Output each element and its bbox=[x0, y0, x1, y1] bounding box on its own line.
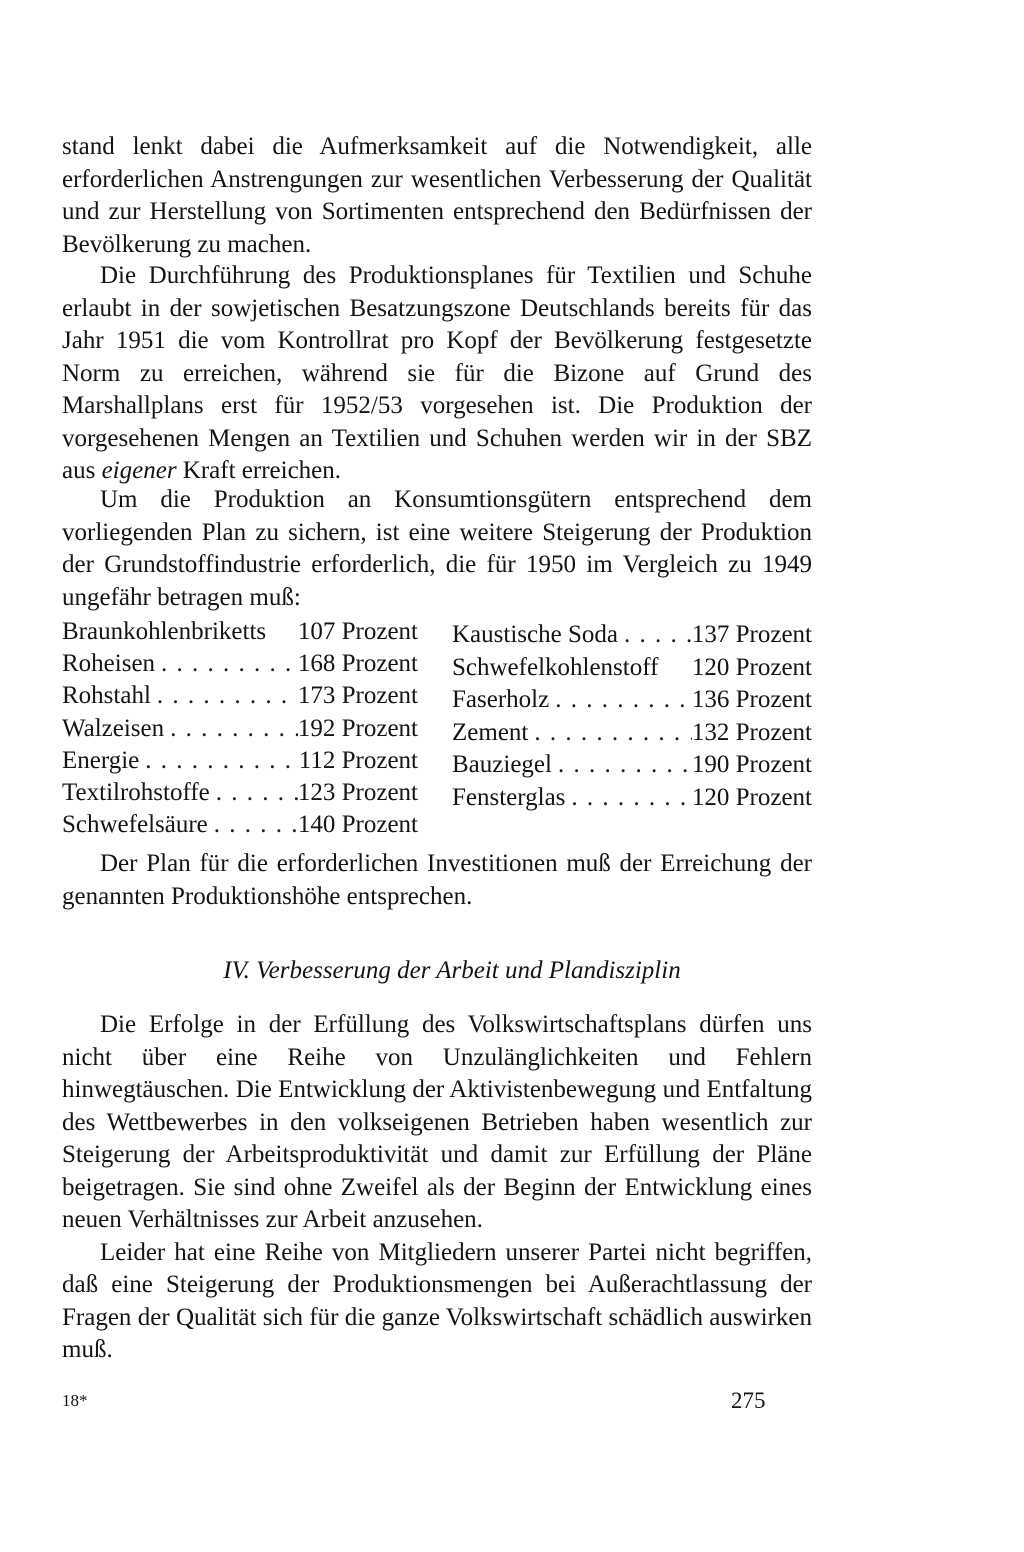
stat-label: Energie bbox=[62, 746, 140, 774]
paragraph-3 bbox=[62, 484, 812, 614]
stat-value: 112 Prozent bbox=[298, 746, 418, 774]
stat-value: 123 Prozent bbox=[297, 778, 418, 806]
stat-label: Bauziegel bbox=[452, 751, 552, 778]
stat-label: Textilrohstoffe bbox=[62, 778, 210, 806]
statistics-left-column bbox=[62, 616, 418, 841]
stat-value: 137 Prozent bbox=[691, 621, 812, 648]
stat-row bbox=[62, 680, 418, 712]
stat-label: Schwefelkohlenstoff bbox=[452, 653, 659, 681]
stat-label: Walzeisen bbox=[62, 714, 165, 742]
stat-row bbox=[62, 616, 418, 648]
stat-row bbox=[452, 717, 812, 750]
stat-value: 132 Prozent bbox=[691, 718, 812, 746]
stat-row bbox=[452, 749, 812, 782]
stat-label: Roheisen bbox=[62, 650, 156, 678]
stat-row bbox=[62, 648, 418, 680]
stat-row bbox=[452, 652, 812, 685]
stat-value: 140 Prozent bbox=[297, 811, 418, 839]
stat-row bbox=[62, 713, 418, 745]
stat-label: Braunkohlenbriketts bbox=[62, 618, 267, 645]
paragraph-6-text: Leider hat eine Reihe von Mitgliedern unserer Partei nicht begriffen, daß eine Steigerung der Produktionsmengen bei Außerachtlassung der Fragen der Qualität sich für die ganze Volkswirtschaft schädlich auswirken muß. bbox=[62, 1238, 812, 1363]
stat-row bbox=[452, 782, 812, 815]
paragraph-1-text: stand lenkt dabei die Aufmerksamkeit auf die Notwendigkeit, alle erforderlichen Anstrengungen zur wesentlichen Verbesserung der Qualität und zur Herstellung von Sortimenten entsprechend den Bedürfnissen der Bevölkerung zu machen. bbox=[62, 133, 812, 258]
page-number: 275 bbox=[731, 1388, 766, 1413]
stat-value: 120 Prozent bbox=[691, 653, 812, 681]
stat-label: Kaustische Soda bbox=[452, 621, 618, 648]
stat-label: Faserholz bbox=[452, 686, 550, 713]
paragraph-2-text bbox=[62, 260, 812, 488]
stat-row bbox=[62, 745, 418, 777]
stat-row bbox=[62, 777, 418, 809]
stat-label: Zement bbox=[452, 718, 529, 746]
stat-value: 120 Prozent bbox=[691, 783, 812, 811]
paragraph-2-end: Kraft erreichen. bbox=[182, 457, 342, 484]
paragraph-2-main: Die Durchführung des Produktionsplanes für Textilien und Schuhe erlaubt in der sowjetischen Besatzungszone Deutschlands bereits für das Jahr 1951 die vom Kontrollrat pro Kopf der Bevölkerung festgesetzte Norm zu erreichen, während sie für die Bizone auf Grund des Marshallplans erst für 1952/53 vorgesehen ist. Die Produktion der vorgesehenen Mengen an Textilien und Schuhen werden wir in der SBZ aus bbox=[62, 262, 812, 484]
stat-label: Schwefelsäure bbox=[62, 811, 208, 839]
paragraph-4-text: Der Plan für die erforderlichen Investitionen muß der Erreichung der genannten Produktionshöhe entsprechen. bbox=[62, 850, 812, 910]
paragraph-5 bbox=[62, 1009, 812, 1367]
stat-value: 168 Prozent bbox=[297, 650, 418, 678]
paragraph-2 bbox=[62, 260, 812, 488]
production-statistics bbox=[62, 616, 812, 839]
stat-value: 192 Prozent bbox=[297, 714, 418, 742]
stat-label: Fensterglas bbox=[452, 783, 566, 811]
stat-value: 107 Prozent bbox=[297, 618, 418, 645]
paragraph-4 bbox=[62, 848, 812, 913]
paragraph-1 bbox=[62, 131, 812, 261]
stat-row bbox=[62, 809, 418, 841]
stat-row bbox=[452, 684, 812, 717]
stat-value: 190 Prozent bbox=[691, 751, 812, 778]
paragraph-3-text: Um die Produktion an Konsumtionsgütern entsprechend dem vorliegenden Plan zu sichern, ist eine weitere Steigerung der Produktion der Grundstoffindustrie erforderlich, die für 1950 im Vergleich zu 1949 ungefähr betragen muß: bbox=[62, 486, 812, 611]
stat-value: 173 Prozent bbox=[297, 682, 418, 710]
stat-row bbox=[452, 619, 812, 652]
paragraph-2-emphasis: eigener bbox=[101, 457, 177, 484]
section-heading: IV. Verbesserung der Arbeit und Plandisziplin bbox=[223, 957, 681, 984]
signature-mark: 18* bbox=[62, 1391, 88, 1410]
stat-label: Rohstahl bbox=[62, 682, 151, 710]
paragraph-5-text: Die Erfolge in der Erfüllung des Volkswirtschaftsplans dürfen uns nicht über eine Reihe von Unzulänglichkeiten und Fehlern hinwegtäuschen. Die Entwicklung der Aktivistenbewegung und Entfaltung des Wettbewerbes in den volkseigenen Betrieben haben wesentlich zur Steigerung der Arbeitsproduktivität und damit zur Erfüllung der Pläne beigetragen. Sie sind ohne Zweifel als der Beginn der Entwicklung eines neuen Verhältnisses zur Arbeit anzusehen. bbox=[62, 1011, 812, 1233]
stat-value: 136 Prozent bbox=[691, 686, 812, 713]
statistics-right-column bbox=[452, 619, 812, 814]
